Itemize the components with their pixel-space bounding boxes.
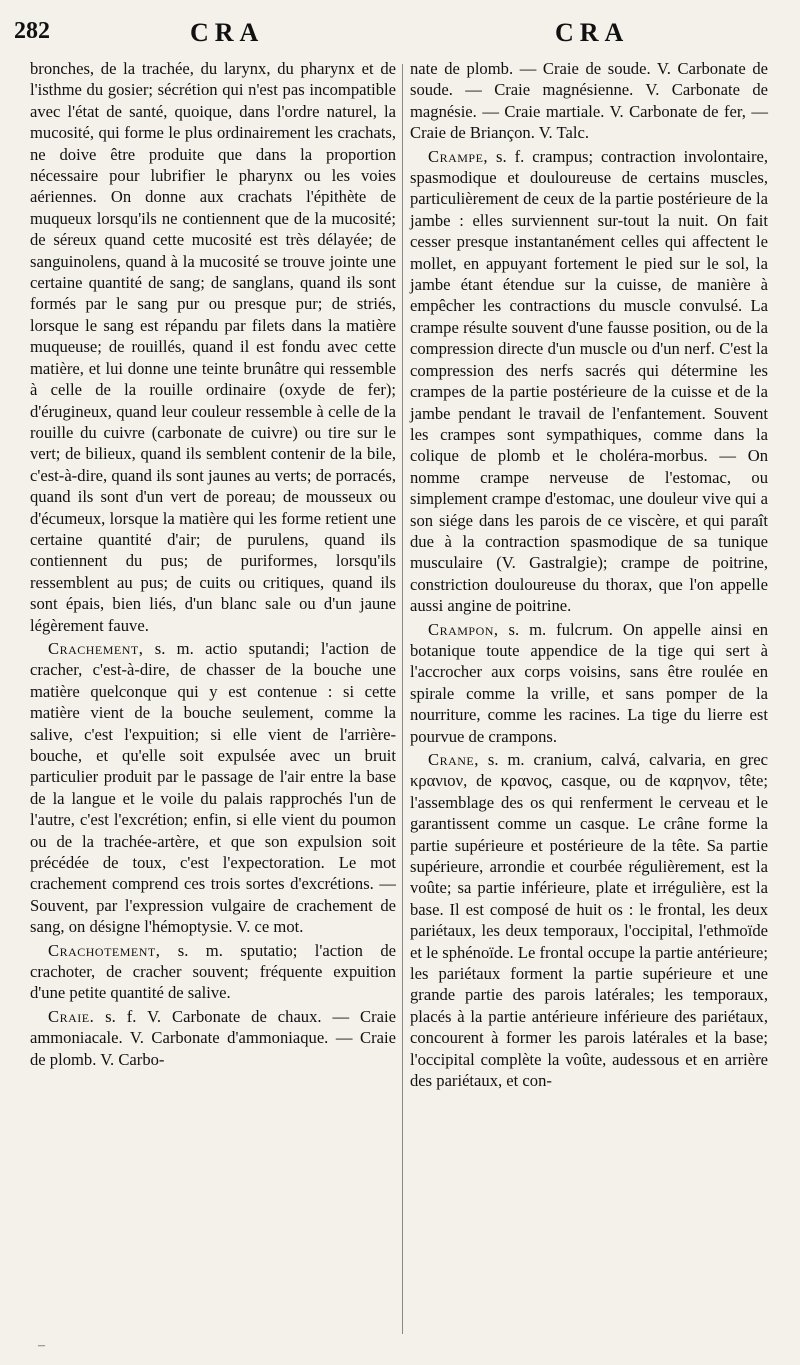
entry-crampe (410, 146, 768, 617)
headword-crampe: Crampe, (428, 146, 489, 166)
entry-crampon (410, 619, 768, 747)
footer-mark: – (38, 1338, 45, 1353)
page-number: 282 (14, 18, 50, 44)
running-head-right: CRA (555, 18, 630, 47)
headword-crampon: Crampon, (428, 619, 499, 639)
entry-text: s. m. cranium, calvá, calvaria, en grec κρανιον, de κρανος, casque, ou de καρηνον, tête; l'assemblage des os qui renferment le cerveau et le garantissent comme un casque. Le crâne forme la partie supérieure et postérieure de la tête. Sa partie supérieure, arrondie et courbée régulièrement, est la voûte; sa partie inférieure, plate et irrégulière, est la base. Il est composé de huit os : le frontal, les deux pariétaux, les deux temporaux, l'occipital, l'ethmoïde et le sphénoïde. Le frontal occupe la partie antérieure; les pariétaux forment la partie supérieure et une grande partie des parois latérales; les temporaux, placés à la partie antérieure inférieure des pariétaux, concourent à former les parois latérales et la base; l'occipital complète la voûte, audessous et en arrière des pariétaux, et con- (410, 750, 768, 1091)
entry-text: s. m. actio sputandi; l'action de cracher, c'est-à-dire, de chasser de la bouche une matière quelconque qui y est contenue : si cette matière vient de la bouche seulement, comme la salive, c'est l'expuition; si elle vient de l'arrière-bouche, et qu'elle soit expulsée avec un bruit particulier produit par le passage de l'air entre la base de la langue et le voile du palais rapprochés l'un de l'autre, c'est l'excrétion; enfin, si elle vient du poumon ou de la trachée-artère, et que son expulsion soit précédée de toux, c'est l'expectoration. Le mot crachement comprend ces trois sortes d'excrétions. — Souvent, par l'expression vulgaire de crachement de sang, on désigne l'hémoptysie. V. ce mot. (30, 638, 396, 937)
page-header (0, 12, 800, 52)
paragraph-crachats-continued: bronches, de la trachée, du larynx, du pharynx et de l'isthme du gosier; sécrétion qui n'est pas incompatible avec l'état de santé, quoique, dans l'ordre naturel, la mucosité, qui forme le plus ordinairement les crachats, ne doive être produite que dans la proportion nécessaire pour lubrifier le pharynx ou les voies aériennes. On donne aux crachats l'épithète de muqueux lorsqu'ils ne contiennent que de la mucosité; de séreux quand cette mucosité est très délayée; de sanguinolens, quand à la mucosité se trouve jointe une certaine quantité de sang; de sanglans, quand ils sont formés par le sang pur ou presque pur; de striés, lorsque le sang est répandu par filets dans la matière muqueuse; de rouillés, quand il est fondu avec cette matière, et lui donne une teinte brunâtre qui ressemble à celle de la rouille ordinaire (oxyde de fer); d'érugineux, quand leur couleur ressemble à celle de la rouille du cuivre (carbonate de cuivre) ou tire sur le vert; de bilieux, quand ils semblent contenir de la bile, c'est-à-dire, quand ils sont jaunes au verts; de porracés, quand ils sont d'un vert de poreau; de mousseux ou d'écumeux, lorsque la matière qui les forme retient une certaine quantité d'air; de purulens, quand ils contiennent du pus; de puriformes, lorsqu'ils ressemblent au pus; de cuits ou critiques, quand ils sont épais, bien liés, d'un blanc sale ou d'un jaune légèrement fauve. (30, 59, 396, 635)
column-divider (402, 64, 403, 1334)
left-column (30, 58, 396, 1070)
entry-text: s. m. fulcrum. On appelle ainsi en botanique toute appendice de la tige qui sert à l'accrocher aux corps voisins, sans être roulée en spirale comme la vrille, et sans pomper de la nourriture, comme les racines. La tige du lierre est pourvue de crampons. (410, 619, 768, 746)
entry-crachotement (30, 940, 396, 1004)
headword-craie: Craie. (48, 1006, 95, 1026)
entry-text: s. f. V. Carbonate de chaux. — Craie ammoniacale. V. Carbonate d'ammoniaque. — Craie de plomb. V. Carbo- (30, 1006, 396, 1069)
right-column (410, 58, 768, 1092)
entry-text: s. m. sputatio; l'action de crachoter, de cracher souvent; fréquente expuition d'une petite quantité de salive. (30, 940, 396, 1003)
headword-crane: Crane, (428, 750, 479, 769)
headword-crachement: Crachement, (48, 638, 144, 658)
running-head-left: CRA (190, 18, 265, 47)
paragraph-craie-continued: nate de plomb. — Craie de soude. V. Carbonate de soude. — Craie magnésienne. V. Carbonate de magnésie. — Craie martiale. V. Carbonate de fer, — Craie de Briançon. V. Talc. (410, 59, 768, 143)
entry-text: s. f. crampus; contraction involontaire, spasmodique et douloureuse de certains muscles, particulièrement de ceux de la partie postérieure de la jambe : elles surviennent sur-tout la nuit. On fait cesser presque instantanément celles qui affectent le mollet, en appuyant fortement le pied sur le sol, la jambe étant étendue sur la cuisse, de manière à empêcher les contractions du muscle convulsé. La crampe résulte souvent d'une fausse position, ou de la compression directe d'un muscle ou d'un nerf. C'est la compression des nerfs sacrés qui détermine les crampes de la partie postérieure de la cuisse et de la jambe pendant le travail de l'enfantement. Souvent les crampes sont sympathiques, comme dans la colique de plomb et le choléra-morbus. — On nomme crampe nerveuse de l'estomac, ou simplement crampe d'estomac, une douleur vive qui a son siége dans les parois de ce viscère, et qui paraît due à la contraction spasmodique de sa tunique musculaire (V. Gastralgie); crampe de poitrine, constriction douloureuse du thorax, que l'on appelle aussi angine de poitrine. (410, 146, 768, 616)
entry-craie (30, 1006, 396, 1070)
entry-crane (410, 749, 768, 1092)
entry-crachement (30, 638, 396, 938)
headword-crachotement: Crachotement, (48, 940, 161, 960)
